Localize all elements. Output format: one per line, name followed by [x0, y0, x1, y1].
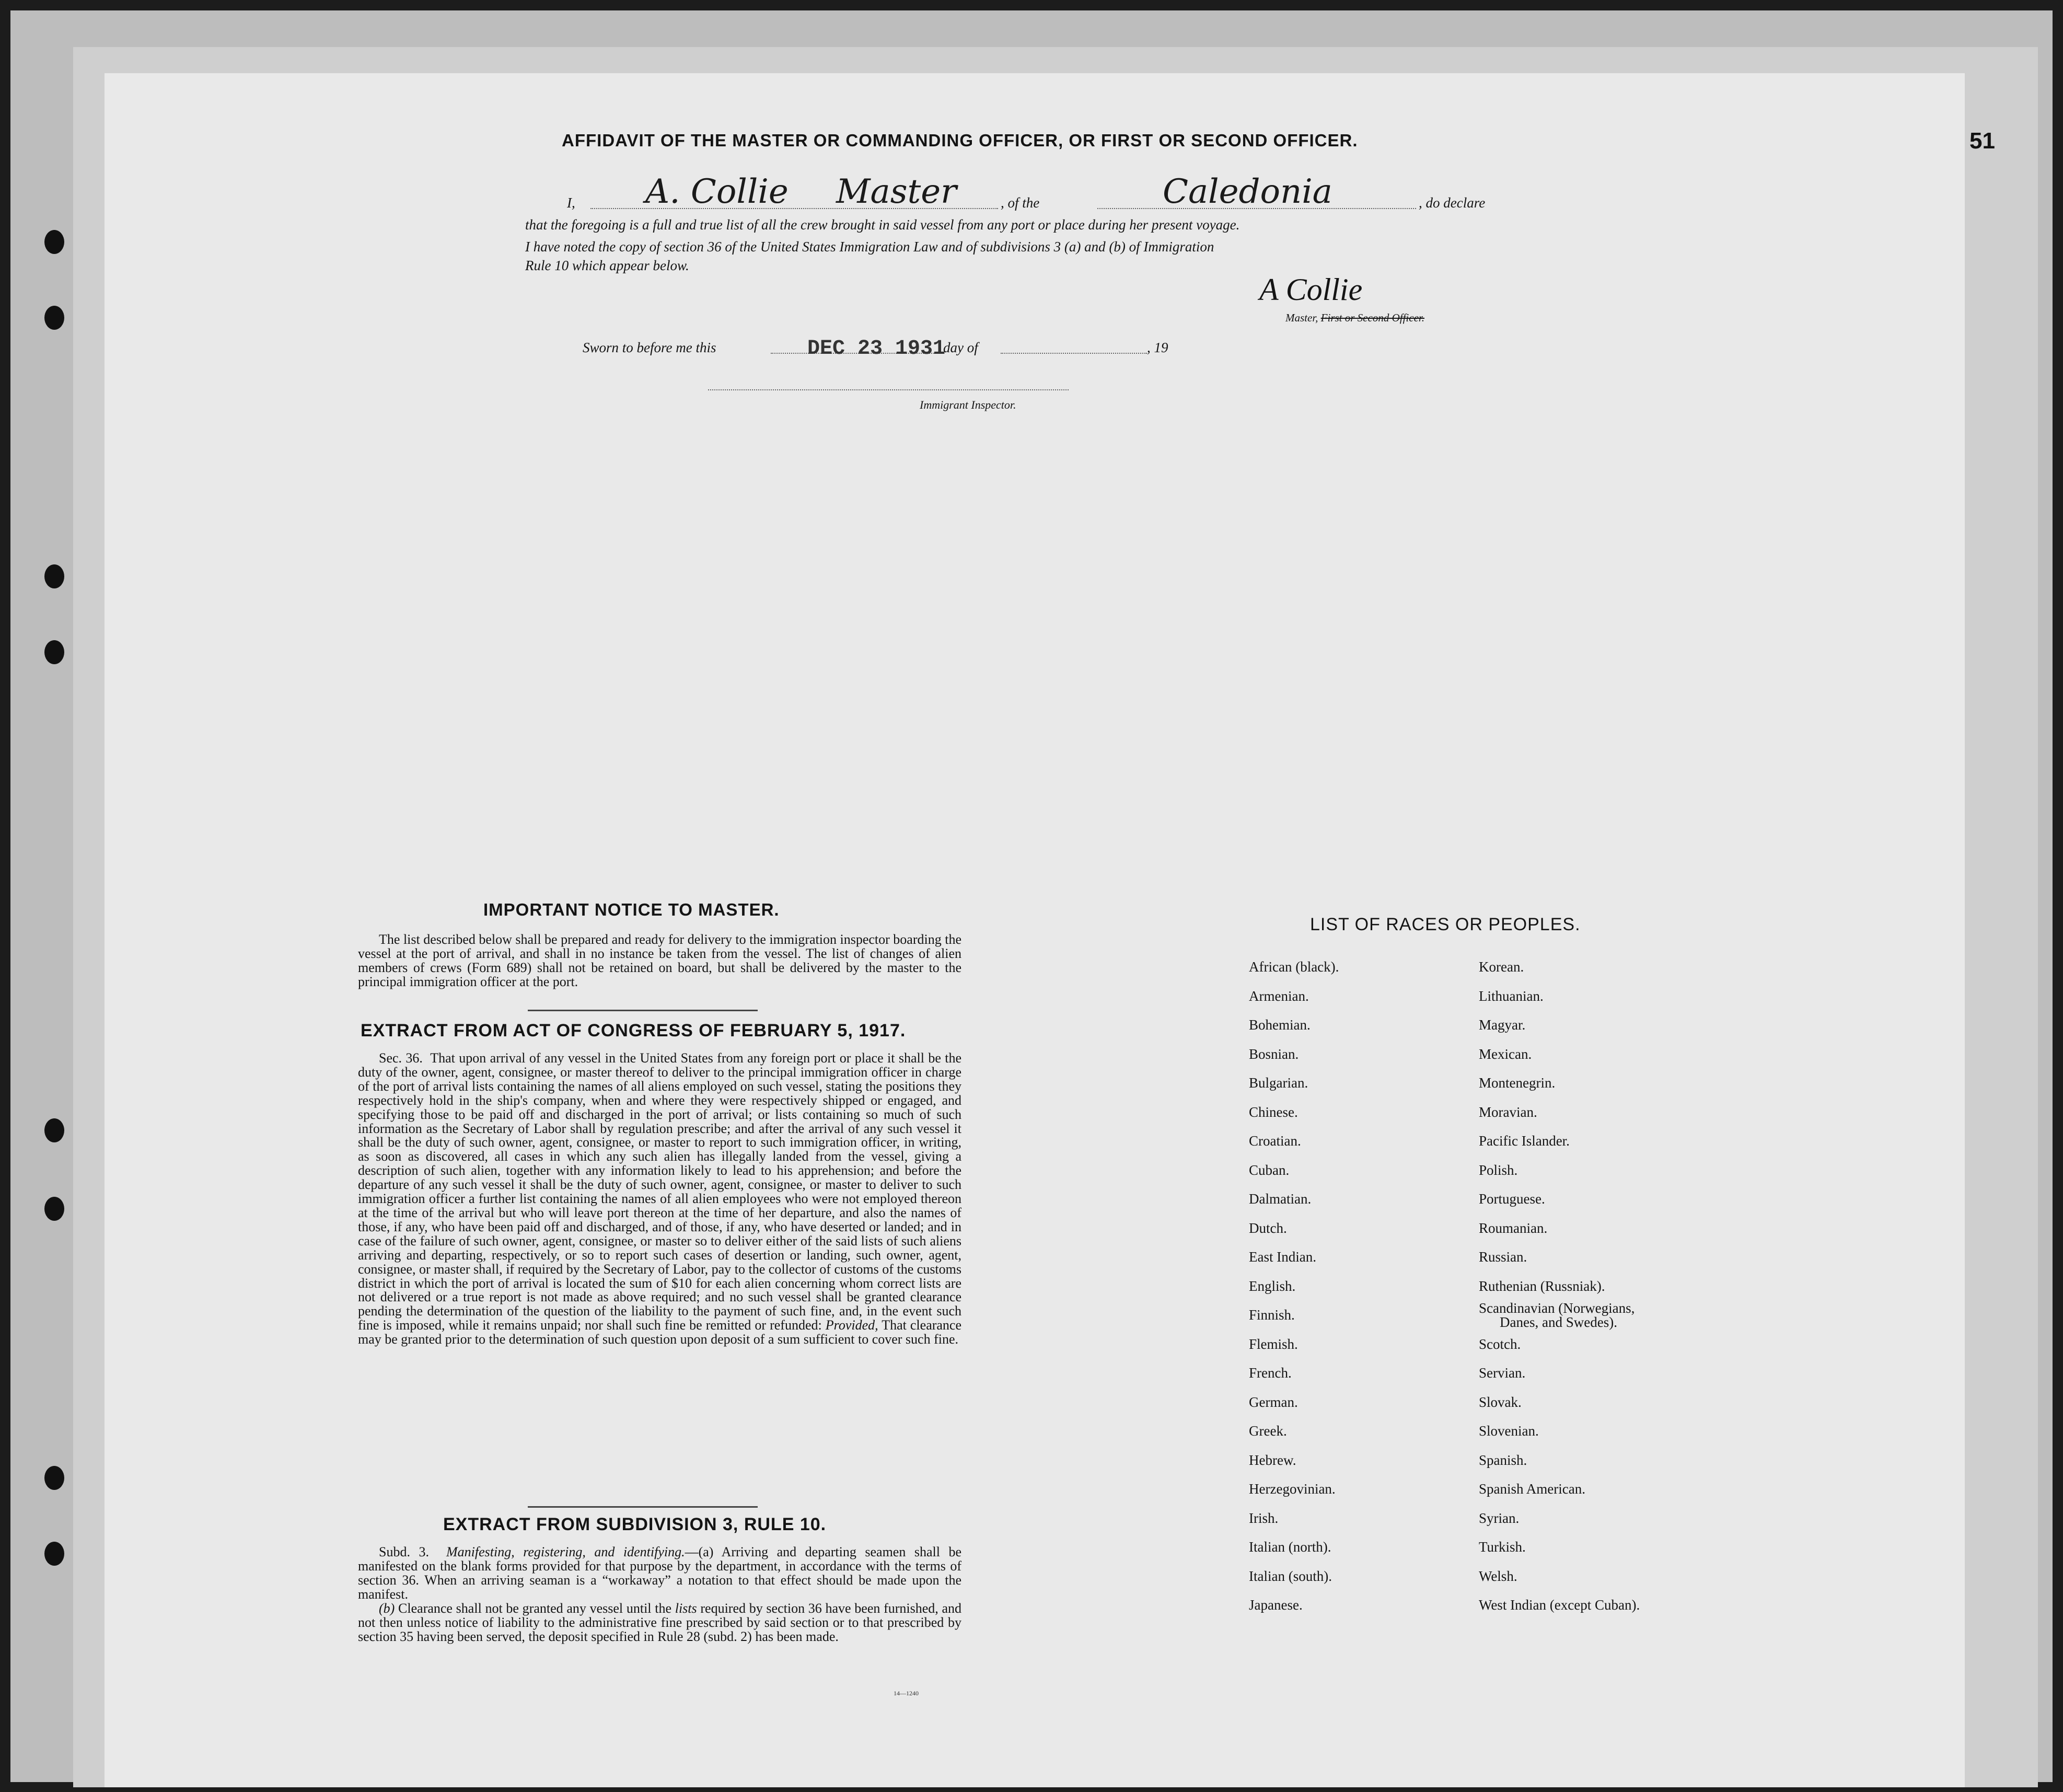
month-blank [1001, 353, 1147, 354]
race-item: French. [1249, 1365, 1292, 1381]
subd-a-label: —(a) [685, 1544, 714, 1559]
subd-label: Subd. 3. [379, 1544, 429, 1559]
race-item: Portuguese. [1479, 1191, 1545, 1207]
race-item: Bohemian. [1249, 1017, 1311, 1033]
race-item: Pacific Islander. [1479, 1133, 1570, 1149]
binder-hole [44, 1542, 64, 1566]
race-item: Flemish. [1249, 1336, 1298, 1352]
subd-b-label: (b) [379, 1601, 395, 1616]
race-item: Greek. [1249, 1423, 1287, 1439]
date-stamp: DEC 23 1931 [807, 337, 946, 361]
race-item: Scotch. [1479, 1336, 1521, 1352]
provided-label: Provided, [825, 1317, 878, 1333]
race-item: Dutch. [1249, 1220, 1287, 1236]
race-item: Chinese. [1249, 1104, 1298, 1120]
race-item: Slovenian. [1479, 1423, 1539, 1439]
notice-title: IMPORTANT NOTICE TO MASTER. [483, 900, 780, 919]
subdivision-a-text [358, 1545, 961, 1602]
subd-b-lists: lists [675, 1601, 697, 1616]
binder-hole [44, 640, 64, 664]
act-text [358, 1051, 961, 1347]
handwritten-vessel: Caledonia [1163, 172, 1332, 211]
race-item: German. [1249, 1394, 1298, 1410]
binder-hole [44, 564, 64, 588]
race-item: African (black). [1249, 959, 1339, 975]
race-item: Herzegovinian. [1249, 1481, 1336, 1497]
race-item: Ruthenian (Russniak). [1479, 1278, 1605, 1294]
section-divider [528, 1010, 758, 1011]
race-item: Italian (south). [1249, 1568, 1332, 1584]
subd-a-body: Arriving and departing seamen shall be manifested on the blank forms provided for that purpose by the department, in accordance with the terms of section 36. When an arriving seaman is a “workaway” a notation to that effect should be made upon the manifest. [358, 1544, 962, 1602]
section-divider [528, 1506, 758, 1508]
race-item: Finnish. [1249, 1307, 1295, 1323]
race-item: English. [1249, 1278, 1296, 1294]
binder-hole [44, 1466, 64, 1490]
race-item: Spanish. [1479, 1452, 1527, 1468]
race-item: Magyar. [1479, 1017, 1526, 1033]
race-item: Slovak. [1479, 1394, 1522, 1410]
race-item: Bulgarian. [1249, 1075, 1308, 1091]
race-item: Servian. [1479, 1365, 1526, 1381]
subd-b-body-1: Clearance shall not be granted any vessel until the [398, 1601, 672, 1616]
race-item: Scandinavian (Norwegians, [1479, 1300, 1635, 1316]
subdivision-b-text [358, 1602, 961, 1644]
declaration-line-1: that the foregoing is a full and true list of all the crew brought in said vessel from any port or place during her present voyage. [525, 217, 1240, 233]
subd-heading: Manifesting, registering, and identifying. [446, 1544, 685, 1559]
race-item: Spanish American. [1479, 1481, 1585, 1497]
do-declare-label: , do declare [1419, 195, 1486, 211]
binder-hole [44, 230, 64, 254]
race-item: Danes, and Swedes). [1500, 1314, 1617, 1330]
race-item: Welsh. [1479, 1568, 1517, 1584]
struck-officer-label: First or Second Officer. [1320, 311, 1424, 324]
i-label: I, [567, 195, 575, 211]
notice-text [358, 933, 961, 989]
form-page [105, 73, 1965, 1787]
act-title: EXTRACT FROM ACT OF CONGRESS OF FEBRUARY 5, 1917. [361, 1021, 906, 1040]
binder-hole [44, 1197, 64, 1221]
race-item: Mexican. [1479, 1046, 1532, 1062]
race-item: Russian. [1479, 1249, 1527, 1265]
master-label [1285, 311, 1424, 325]
year-label: , 19 [1147, 340, 1168, 355]
race-item: Polish. [1479, 1162, 1518, 1178]
act-body-tail: That clearance may be granted prior to the determination of such question upon deposit of a sum sufficient to cover such fine. [358, 1317, 962, 1347]
inspector-label: Immigrant Inspector. [920, 398, 1016, 411]
declaration-line-3: Rule 10 which appear below. [525, 258, 689, 273]
race-item: Hebrew. [1249, 1452, 1296, 1468]
act-body: That upon arrival of any vessel in the United States from any foreign port or place it shall be the duty of the owner, agent, consignee, or master thereof to deliver to the principal immigration officer in charge of the port of arrival lists containing the names of all aliens employed on such vessel, stating the positions they respectively hold in the ship's company, when and where they were respectively shipped or engaged, and specifying those to be paid off and discharged in the port of arrival; or lists containing so much of such information as the Secretary of Labor shall by regulation prescribe; and after the arrival of any such vessel it shall be the duty of such owner, agent, consignee, or master to report to such immigration officer, in writing, as soon as discovered, all cases in which any such alien has illegally landed from the vessel, giving a description of such alien, together with any information likely to lead to his apprehension; and before the departure of any such vessel it shall be the duty of such owner, agent, consignee, or master to deliver to such immigration officer a further list containing the names of all alien employees who were not employed thereon at the time of the arrival but who will leave port thereon at the time of her departure, and also the names of those, if any, who have been paid off and discharged, and of those, if any, who have deserted or landed; and in case of the failure of such owner, agent, consignee, or master so to deliver either of the said lists of such aliens arriving and departing, respectively, or so to report such cases of desertion or landing, such owner, agent, consignee, or master shall, if required by the Secretary of Labor, pay to the collector of customs of the customs district in which the port of arrival is located the sum of $10 for each alien concerning whom correct lists are not delivered or a true report is not made as above required; and no such vessel shall be granted clearance pending the determination of the question of the liability to the payment of such fine, and, in the event such fine is imposed, while it remains unpaid; nor shall such fine be remitted or refunded: [358, 1050, 962, 1333]
races-title: LIST OF RACES OR PEOPLES. [1310, 915, 1581, 934]
sworn-label: Sworn to before me this [583, 340, 716, 355]
handwritten-rank: Master [836, 172, 957, 211]
act-section-label: Sec. 36. [379, 1050, 423, 1066]
subdivision-title: EXTRACT FROM SUBDIVISION 3, RULE 10. [443, 1514, 827, 1534]
race-item: Montenegrin. [1479, 1075, 1556, 1091]
affidavit-title: AFFIDAVIT OF THE MASTER OR COMMANDING OFFICER, OR FIRST OR SECOND OFFICER. [562, 131, 1358, 150]
race-item: Syrian. [1479, 1510, 1520, 1526]
day-of-label: day of [943, 340, 978, 355]
binder-hole [44, 306, 64, 330]
binder-hole [44, 1118, 64, 1142]
declaration-line-2: I have noted the copy of section 36 of the United States Immigration Law and of subdivisions 3 (a) and (b) of Immigration [525, 239, 1214, 255]
race-item: Lithuanian. [1479, 988, 1544, 1004]
race-item: Irish. [1249, 1510, 1279, 1526]
race-item: Bosnian. [1249, 1046, 1299, 1062]
master-signature: A Collie [1259, 272, 1363, 307]
race-item: Armenian. [1249, 988, 1309, 1004]
race-item: East Indian. [1249, 1249, 1316, 1265]
race-item: Croatian. [1249, 1133, 1301, 1149]
race-item: West Indian (except Cuban). [1479, 1597, 1640, 1613]
race-item: Moravian. [1479, 1104, 1537, 1120]
race-item: Cuban. [1249, 1162, 1290, 1178]
of-the-label: , of the [1001, 195, 1040, 211]
handwritten-name: A. Collie [645, 172, 789, 211]
race-item: Turkish. [1479, 1539, 1526, 1555]
form-code: 14—1240 [894, 1690, 919, 1697]
race-item: Roumanian. [1479, 1220, 1548, 1236]
page-number: 51 [1969, 128, 1995, 154]
notice-body: The list described below shall be prepared and ready for delivery to the immigration inspector boarding the vessel at the port of arrival, and shall in no instance be taken from the vessel. The list of changes of alien members of crews (Form 689) shall not be retained on board, but shall be delivered by the master to the principal immigration officer at the port. [358, 932, 961, 989]
inspector-signature-blank [708, 389, 1069, 390]
race-item: Dalmatian. [1249, 1191, 1312, 1207]
race-item: Italian (north). [1249, 1539, 1331, 1555]
master-label-text: Master, [1285, 311, 1318, 324]
subd-b-body-2: required by section 36 have been furnished, and not then unless notice of liability to the administrative fine prescribed by said section or to that prescribed by section 35 having been served, the deposit specified in Rule 28 (subd. 2) has been made. [358, 1601, 962, 1644]
race-item: Korean. [1479, 959, 1524, 975]
race-item: Japanese. [1249, 1597, 1303, 1613]
